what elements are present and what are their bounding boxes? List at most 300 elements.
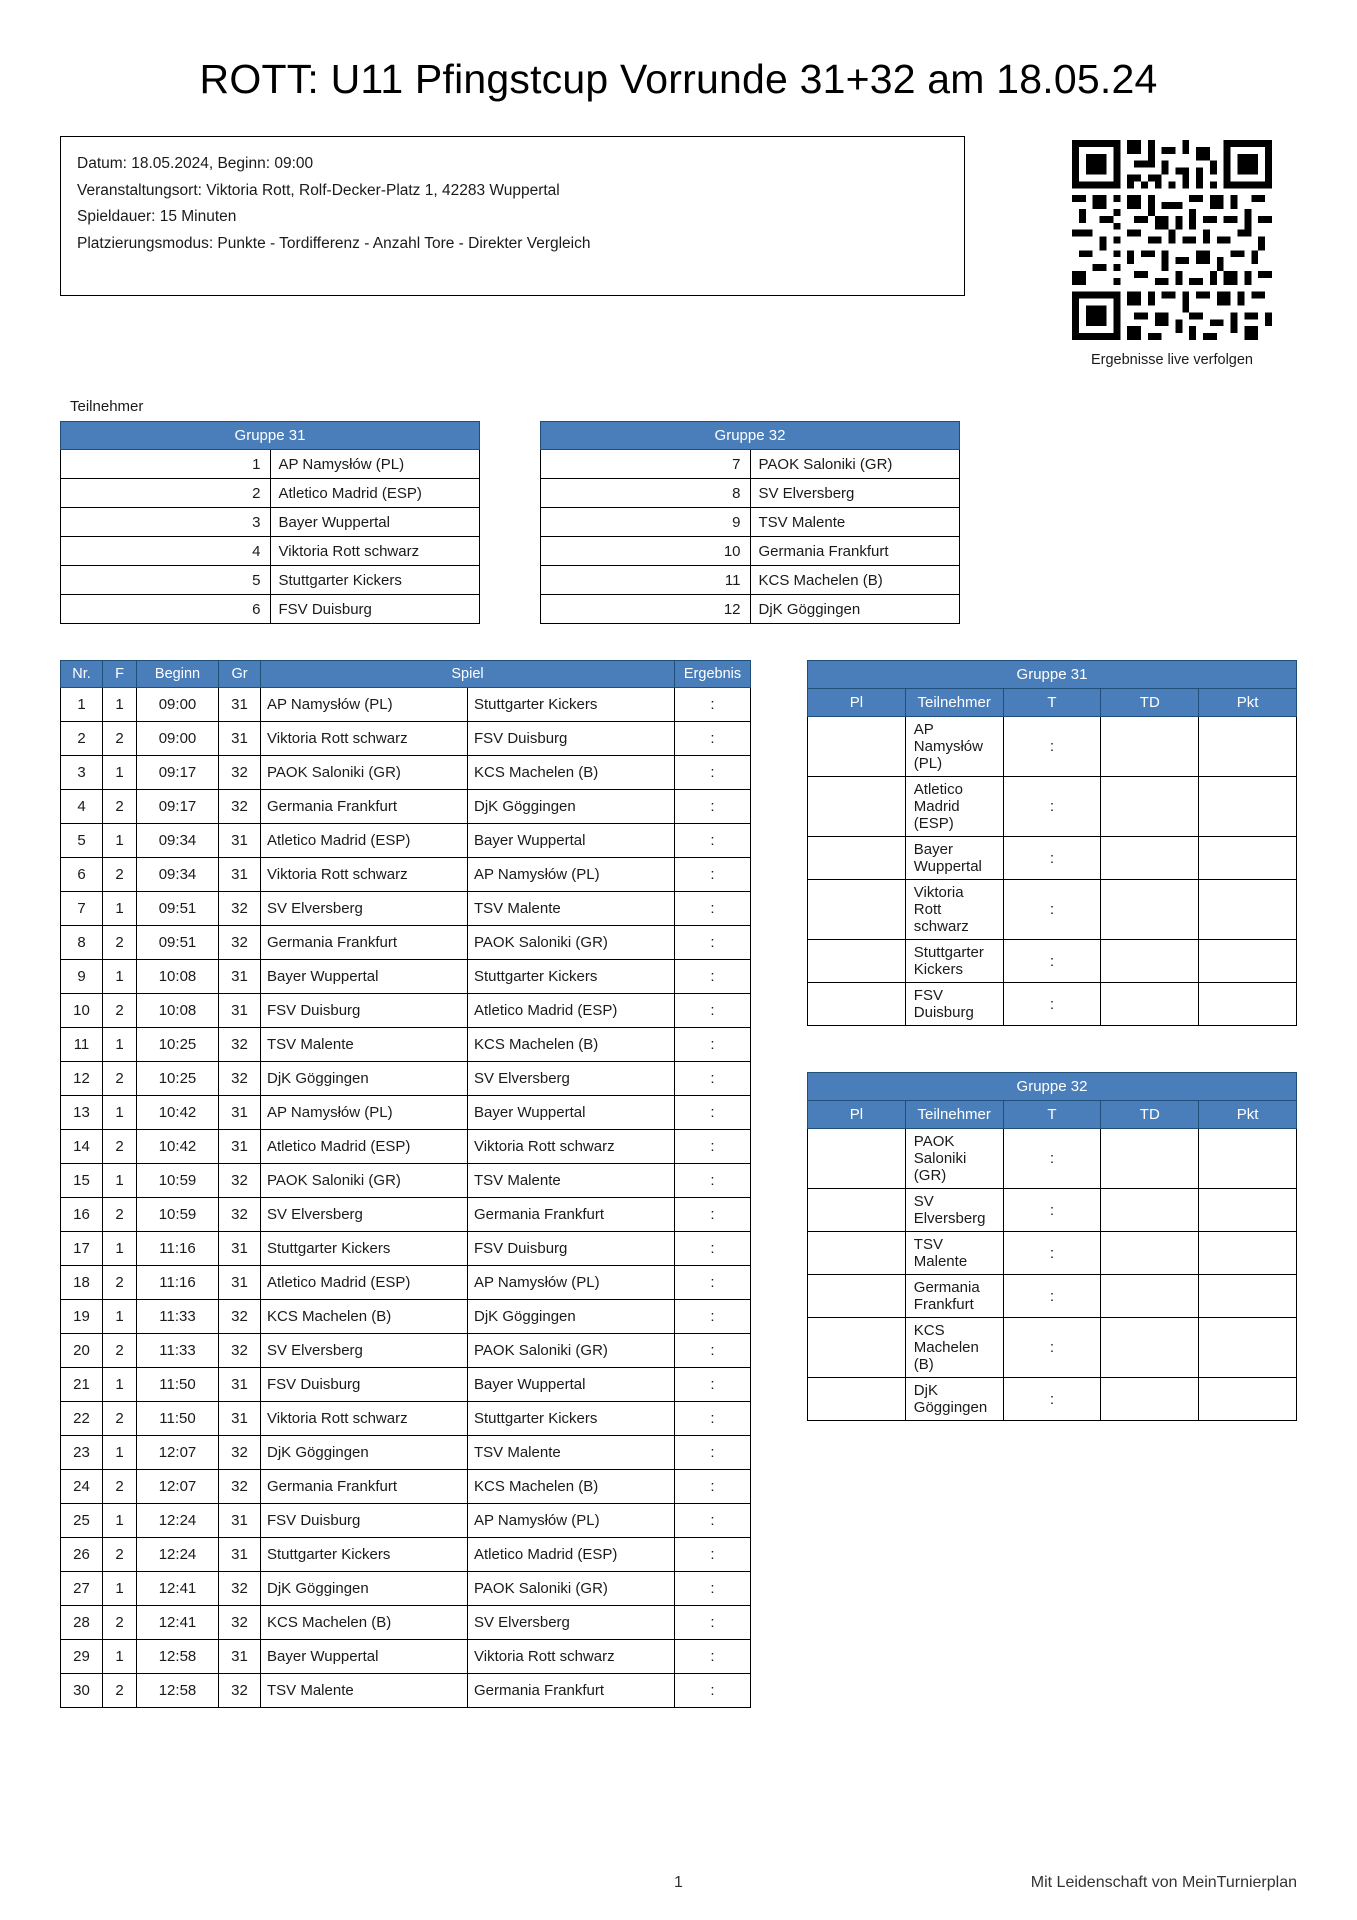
standing-team: Stuttgarter Kickers — [905, 940, 1003, 983]
match-away-team: DjK Göggingen — [468, 1300, 675, 1334]
match-result[interactable]: : — [675, 824, 751, 858]
match-group: 32 — [219, 892, 261, 926]
match-time: 12:07 — [137, 1470, 219, 1504]
table-row — [61, 1164, 751, 1198]
match-away-team: Germania Frankfurt — [468, 1674, 675, 1708]
standing-points — [1199, 1189, 1297, 1232]
col-header-points: Pkt — [1199, 689, 1297, 717]
match-field: 1 — [103, 824, 137, 858]
match-result[interactable]: : — [675, 688, 751, 722]
match-group: 31 — [219, 1504, 261, 1538]
col-header-points: Pkt — [1199, 1101, 1297, 1129]
match-result[interactable]: : — [675, 790, 751, 824]
standing-goals: : — [1003, 1275, 1101, 1318]
match-group: 31 — [219, 1096, 261, 1130]
match-group: 31 — [219, 1402, 261, 1436]
match-time: 12:24 — [137, 1504, 219, 1538]
match-result[interactable]: : — [675, 960, 751, 994]
table-row — [61, 1028, 751, 1062]
match-away-team: Viktoria Rott schwarz — [468, 1640, 675, 1674]
match-number: 10 — [61, 994, 103, 1028]
match-group: 32 — [219, 926, 261, 960]
table-row — [808, 1189, 1297, 1232]
col-header-place: Pl — [808, 689, 906, 717]
standing-place — [808, 1129, 906, 1189]
table-row — [61, 1130, 751, 1164]
standing-place — [808, 1189, 906, 1232]
team-number: 10 — [541, 537, 751, 566]
standing-place — [808, 1232, 906, 1275]
match-group: 32 — [219, 1572, 261, 1606]
standing-goals: : — [1003, 880, 1101, 940]
match-result[interactable]: : — [675, 1266, 751, 1300]
table-row — [808, 1378, 1297, 1421]
match-result[interactable]: : — [675, 1538, 751, 1572]
match-home-team: DjK Göggingen — [261, 1436, 468, 1470]
standing-place — [808, 940, 906, 983]
match-away-team: KCS Machelen (B) — [468, 1470, 675, 1504]
standing-team: SV Elversberg — [905, 1189, 1003, 1232]
standing-team: PAOK Saloniki (GR) — [905, 1129, 1003, 1189]
match-number: 15 — [61, 1164, 103, 1198]
match-home-team: TSV Malente — [261, 1674, 468, 1708]
match-group: 32 — [219, 1300, 261, 1334]
match-result[interactable]: : — [675, 892, 751, 926]
standing-place — [808, 880, 906, 940]
list-item — [541, 595, 960, 624]
table-row — [61, 1368, 751, 1402]
list-item — [61, 450, 480, 479]
standing-goaldiff — [1101, 1189, 1199, 1232]
match-field: 2 — [103, 1130, 137, 1164]
footer-brand: Mit Leidenschaft von MeinTurnierplan — [1030, 1874, 1297, 1891]
participants-label: Teilnehmer — [70, 398, 144, 416]
match-field: 1 — [103, 756, 137, 790]
team-number: 8 — [541, 479, 751, 508]
match-number: 16 — [61, 1198, 103, 1232]
table-row — [61, 994, 751, 1028]
standing-team: DjK Göggingen — [905, 1378, 1003, 1421]
team-name: DjK Göggingen — [750, 595, 960, 624]
match-result[interactable]: : — [675, 1232, 751, 1266]
table-row — [61, 1538, 751, 1572]
match-field: 1 — [103, 1164, 137, 1198]
col-header-nr: Nr. — [61, 661, 103, 688]
match-group: 31 — [219, 1232, 261, 1266]
match-group: 32 — [219, 1164, 261, 1198]
match-time: 10:08 — [137, 994, 219, 1028]
col-header-match: Spiel — [261, 661, 675, 688]
match-field: 2 — [103, 1198, 137, 1232]
match-group: 32 — [219, 1436, 261, 1470]
standing-goals: : — [1003, 1232, 1101, 1275]
standing-place — [808, 1378, 906, 1421]
table-row — [61, 688, 751, 722]
table-row — [61, 756, 751, 790]
standing-goaldiff — [1101, 837, 1199, 880]
standing-goals: : — [1003, 777, 1101, 837]
match-field: 2 — [103, 1266, 137, 1300]
standings-table-32 — [807, 1072, 1297, 1421]
table-row — [61, 1504, 751, 1538]
table-row — [61, 1096, 751, 1130]
match-result[interactable]: : — [675, 1368, 751, 1402]
match-result[interactable]: : — [675, 1572, 751, 1606]
group-header: Gruppe 32 — [541, 422, 960, 450]
match-result[interactable]: : — [675, 1402, 751, 1436]
match-field: 2 — [103, 1062, 137, 1096]
col-header-group: Gr — [219, 661, 261, 688]
col-header-goaldiff: TD — [1101, 1101, 1199, 1129]
match-field: 1 — [103, 1096, 137, 1130]
standing-points — [1199, 880, 1297, 940]
list-item — [61, 537, 480, 566]
team-number: 5 — [61, 566, 271, 595]
match-result[interactable]: : — [675, 1504, 751, 1538]
match-home-team: Viktoria Rott schwarz — [261, 1402, 468, 1436]
list-item — [541, 479, 960, 508]
match-group: 31 — [219, 1130, 261, 1164]
match-result[interactable]: : — [675, 1470, 751, 1504]
col-header-result: Ergebnis — [675, 661, 751, 688]
match-field: 1 — [103, 1504, 137, 1538]
match-home-team: PAOK Saloniki (GR) — [261, 1164, 468, 1198]
match-group: 31 — [219, 1368, 261, 1402]
table-row — [808, 1318, 1297, 1378]
standing-points — [1199, 837, 1297, 880]
standing-points — [1199, 1318, 1297, 1378]
standing-goaldiff — [1101, 1129, 1199, 1189]
match-away-team: PAOK Saloniki (GR) — [468, 926, 675, 960]
match-number: 28 — [61, 1606, 103, 1640]
match-field: 2 — [103, 1674, 137, 1708]
standing-points — [1199, 777, 1297, 837]
table-row — [808, 1129, 1297, 1189]
table-row — [61, 1674, 751, 1708]
standing-points — [1199, 940, 1297, 983]
match-number: 26 — [61, 1538, 103, 1572]
team-number: 2 — [61, 479, 271, 508]
qr-code-icon[interactable] — [1072, 140, 1272, 340]
match-schedule-table — [60, 660, 751, 1708]
standing-goals: : — [1003, 940, 1101, 983]
table-row — [808, 717, 1297, 777]
match-time: 09:00 — [137, 722, 219, 756]
match-result[interactable]: : — [675, 1674, 751, 1708]
team-name: Atletico Madrid (ESP) — [270, 479, 480, 508]
page-title: ROTT: U11 Pfingstcup Vorrunde 31+32 am 18.05.24 — [199, 56, 1158, 102]
match-group: 32 — [219, 756, 261, 790]
match-home-team: SV Elversberg — [261, 892, 468, 926]
match-field: 2 — [103, 1402, 137, 1436]
match-number: 25 — [61, 1504, 103, 1538]
standing-goaldiff — [1101, 717, 1199, 777]
match-result[interactable]: : — [675, 1334, 751, 1368]
team-number: 1 — [61, 450, 271, 479]
team-name: TSV Malente — [750, 508, 960, 537]
match-home-team: AP Namysłów (PL) — [261, 688, 468, 722]
match-time: 10:08 — [137, 960, 219, 994]
team-name: KCS Machelen (B) — [750, 566, 960, 595]
standing-team: TSV Malente — [905, 1232, 1003, 1275]
table-row — [61, 858, 751, 892]
col-header-beginn: Beginn — [137, 661, 219, 688]
match-number: 17 — [61, 1232, 103, 1266]
standing-goals: : — [1003, 1378, 1101, 1421]
team-name: Stuttgarter Kickers — [270, 566, 480, 595]
standing-goaldiff — [1101, 1378, 1199, 1421]
standing-goaldiff — [1101, 983, 1199, 1026]
list-item — [541, 450, 960, 479]
standing-goaldiff — [1101, 777, 1199, 837]
match-result[interactable]: : — [675, 1436, 751, 1470]
match-group: 31 — [219, 1640, 261, 1674]
standings-group-header: Gruppe 32 — [808, 1073, 1297, 1101]
match-field: 1 — [103, 1300, 137, 1334]
tournament-info-box — [60, 136, 965, 296]
match-field: 2 — [103, 858, 137, 892]
standing-team: AP Namysłów (PL) — [905, 717, 1003, 777]
list-item — [541, 537, 960, 566]
match-home-team: TSV Malente — [261, 1028, 468, 1062]
match-result[interactable]: : — [675, 1640, 751, 1674]
match-time: 11:50 — [137, 1402, 219, 1436]
match-home-team: Atletico Madrid (ESP) — [261, 1130, 468, 1164]
match-field: 1 — [103, 1232, 137, 1266]
table-row — [808, 777, 1297, 837]
match-home-team: AP Namysłów (PL) — [261, 1096, 468, 1130]
table-row — [808, 940, 1297, 983]
participant-groups — [60, 421, 1297, 624]
standing-place — [808, 983, 906, 1026]
list-item — [61, 595, 480, 624]
table-row — [61, 1436, 751, 1470]
match-field: 2 — [103, 1606, 137, 1640]
match-number: 21 — [61, 1368, 103, 1402]
participant-group-32 — [540, 421, 960, 624]
match-group: 32 — [219, 1470, 261, 1504]
match-time: 12:41 — [137, 1606, 219, 1640]
standing-place — [808, 837, 906, 880]
standing-team: Bayer Wuppertal — [905, 837, 1003, 880]
standing-goaldiff — [1101, 880, 1199, 940]
match-home-team: Viktoria Rott schwarz — [261, 858, 468, 892]
list-item — [541, 508, 960, 537]
match-result[interactable]: : — [675, 858, 751, 892]
team-name: Viktoria Rott schwarz — [270, 537, 480, 566]
match-field: 2 — [103, 994, 137, 1028]
standing-goaldiff — [1101, 1318, 1199, 1378]
standing-goals: : — [1003, 983, 1101, 1026]
match-time: 12:58 — [137, 1674, 219, 1708]
match-result[interactable]: : — [675, 1062, 751, 1096]
qr-caption: Ergebnisse live verfolgen — [1090, 352, 1253, 369]
match-home-team: DjK Göggingen — [261, 1062, 468, 1096]
match-number: 27 — [61, 1572, 103, 1606]
list-item — [61, 479, 480, 508]
match-number: 9 — [61, 960, 103, 994]
match-time: 11:16 — [137, 1232, 219, 1266]
match-number: 4 — [61, 790, 103, 824]
table-row — [61, 1606, 751, 1640]
match-group: 31 — [219, 722, 261, 756]
table-row — [61, 1640, 751, 1674]
list-item — [61, 566, 480, 595]
match-home-team: FSV Duisburg — [261, 1504, 468, 1538]
match-away-team: Bayer Wuppertal — [468, 1096, 675, 1130]
match-away-team: DjK Göggingen — [468, 790, 675, 824]
match-field: 1 — [103, 1028, 137, 1062]
match-away-team: TSV Malente — [468, 892, 675, 926]
match-time: 11:50 — [137, 1368, 219, 1402]
standing-team: Viktoria Rott schwarz — [905, 880, 1003, 940]
match-home-team: DjK Göggingen — [261, 1572, 468, 1606]
table-row — [61, 1266, 751, 1300]
match-number: 30 — [61, 1674, 103, 1708]
match-away-team: FSV Duisburg — [468, 722, 675, 756]
match-number: 24 — [61, 1470, 103, 1504]
standings-group-header: Gruppe 31 — [808, 661, 1297, 689]
table-row — [61, 1198, 751, 1232]
standing-goals: : — [1003, 1318, 1101, 1378]
match-result[interactable]: : — [675, 1198, 751, 1232]
match-home-team: Germania Frankfurt — [261, 790, 468, 824]
match-time: 09:51 — [137, 926, 219, 960]
match-result[interactable]: : — [675, 756, 751, 790]
match-time: 12:58 — [137, 1640, 219, 1674]
match-away-team: Viktoria Rott schwarz — [468, 1130, 675, 1164]
standing-team: FSV Duisburg — [905, 983, 1003, 1026]
page-number: 1 — [674, 1874, 683, 1891]
standing-goaldiff — [1101, 940, 1199, 983]
match-result[interactable]: : — [675, 994, 751, 1028]
match-number: 13 — [61, 1096, 103, 1130]
match-group: 31 — [219, 688, 261, 722]
match-time: 09:17 — [137, 790, 219, 824]
team-name: AP Namysłów (PL) — [270, 450, 480, 479]
main-content — [60, 660, 1297, 1708]
team-number: 6 — [61, 595, 271, 624]
team-number: 12 — [541, 595, 751, 624]
team-number: 3 — [61, 508, 271, 537]
match-field: 1 — [103, 892, 137, 926]
participant-group-31 — [60, 421, 480, 624]
team-name: FSV Duisburg — [270, 595, 480, 624]
match-away-team: PAOK Saloniki (GR) — [468, 1572, 675, 1606]
match-time: 09:17 — [137, 756, 219, 790]
match-away-team: SV Elversberg — [468, 1606, 675, 1640]
table-row — [61, 1334, 751, 1368]
match-field: 1 — [103, 1572, 137, 1606]
team-name: SV Elversberg — [750, 479, 960, 508]
match-away-team: TSV Malente — [468, 1436, 675, 1470]
table-row — [808, 983, 1297, 1026]
match-number: 2 — [61, 722, 103, 756]
match-number: 11 — [61, 1028, 103, 1062]
match-away-team: Stuttgarter Kickers — [468, 1402, 675, 1436]
match-away-team: TSV Malente — [468, 1164, 675, 1198]
match-result[interactable]: : — [675, 1300, 751, 1334]
match-number: 20 — [61, 1334, 103, 1368]
match-away-team: FSV Duisburg — [468, 1232, 675, 1266]
match-number: 29 — [61, 1640, 103, 1674]
match-result[interactable]: : — [675, 1028, 751, 1062]
match-time: 11:33 — [137, 1300, 219, 1334]
standing-goaldiff — [1101, 1232, 1199, 1275]
match-field: 2 — [103, 790, 137, 824]
match-result[interactable]: : — [675, 722, 751, 756]
match-time: 09:34 — [137, 858, 219, 892]
match-home-team: Atletico Madrid (ESP) — [261, 824, 468, 858]
team-name: Germania Frankfurt — [750, 537, 960, 566]
info-date: Datum: 18.05.2024, Beginn: 09:00 — [77, 155, 314, 173]
info-venue: Veranstaltungsort: Viktoria Rott, Rolf-Decker-Platz 1, 42283 Wuppertal — [77, 181, 560, 199]
standing-goaldiff — [1101, 1275, 1199, 1318]
table-row — [61, 790, 751, 824]
match-time: 12:24 — [137, 1538, 219, 1572]
match-field: 1 — [103, 688, 137, 722]
standing-place — [808, 777, 906, 837]
match-result[interactable]: : — [675, 1130, 751, 1164]
standing-points — [1199, 983, 1297, 1026]
match-away-team: AP Namysłów (PL) — [468, 1504, 675, 1538]
match-time: 09:51 — [137, 892, 219, 926]
team-name: Bayer Wuppertal — [270, 508, 480, 537]
col-header-team: Teilnehmer — [905, 689, 1003, 717]
table-row — [61, 892, 751, 926]
match-field: 1 — [103, 1640, 137, 1674]
col-header-team: Teilnehmer — [905, 1101, 1003, 1129]
table-row — [61, 926, 751, 960]
match-group: 32 — [219, 1028, 261, 1062]
table-row — [61, 1062, 751, 1096]
match-group: 32 — [219, 1674, 261, 1708]
match-time: 10:25 — [137, 1028, 219, 1062]
standing-goals: : — [1003, 837, 1101, 880]
match-home-team: Bayer Wuppertal — [261, 1640, 468, 1674]
match-result[interactable]: : — [675, 1096, 751, 1130]
standing-place — [808, 717, 906, 777]
match-home-team: Atletico Madrid (ESP) — [261, 1266, 468, 1300]
col-header-field: F — [103, 661, 137, 688]
match-home-team: KCS Machelen (B) — [261, 1300, 468, 1334]
match-group: 31 — [219, 1266, 261, 1300]
match-result[interactable]: : — [675, 926, 751, 960]
standing-points — [1199, 1232, 1297, 1275]
group-header: Gruppe 31 — [61, 422, 480, 450]
match-away-team: KCS Machelen (B) — [468, 1028, 675, 1062]
match-home-team: Germania Frankfurt — [261, 926, 468, 960]
table-row — [61, 824, 751, 858]
match-home-team: FSV Duisburg — [261, 1368, 468, 1402]
table-row — [61, 1572, 751, 1606]
match-home-team: SV Elversberg — [261, 1334, 468, 1368]
match-group: 31 — [219, 1538, 261, 1572]
standing-place — [808, 1318, 906, 1378]
match-away-team: AP Namysłów (PL) — [468, 1266, 675, 1300]
standing-points — [1199, 1378, 1297, 1421]
match-time: 09:34 — [137, 824, 219, 858]
match-field: 2 — [103, 926, 137, 960]
match-home-team: SV Elversberg — [261, 1198, 468, 1232]
table-row — [808, 837, 1297, 880]
match-result[interactable]: : — [675, 1606, 751, 1640]
match-field: 2 — [103, 1538, 137, 1572]
match-result[interactable]: : — [675, 1164, 751, 1198]
standing-points — [1199, 1129, 1297, 1189]
match-time: 12:07 — [137, 1436, 219, 1470]
match-away-team: Bayer Wuppertal — [468, 824, 675, 858]
